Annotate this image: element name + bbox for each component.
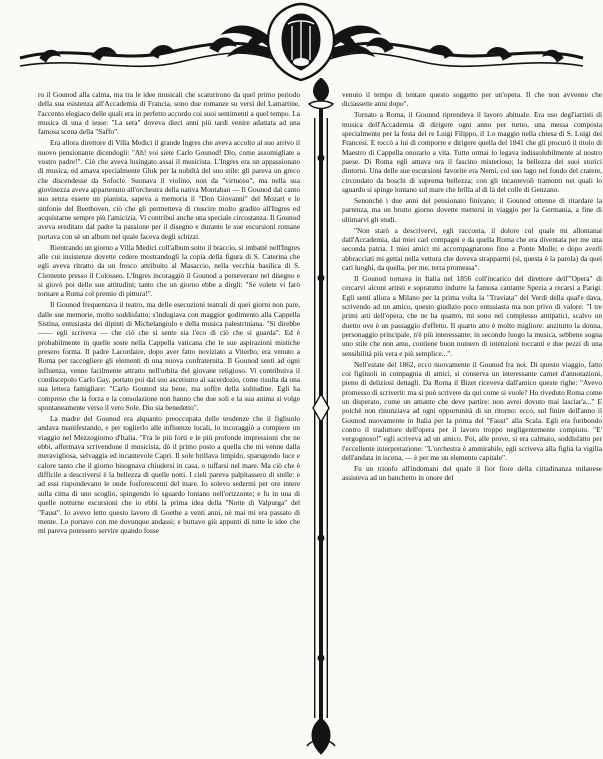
paragraph: "Non starò a descrivervi, egli racconta, il dolore col quale mi allontanai dall'Accademia, dai miei cari compagni e da quella Roma che era diventata per me una seconda patria. I miei amici mi accompagnarono fino a Ponte Molle; e dopo averli abbracciati mi gettai nella vettura che doveva strapparmi (sì, questa è la parola) da quei cari luoghi, da quella, per me, terra promessa". [342,225,602,272]
paragraph: Senonchè i due anni del pensionato finivano; il Gounod ottenne di ritardare la partenza, ma un brutto giorno dovette mettersi in viaggio per la Germania, a fine di ultimarvi gli studi. [342,195,602,224]
header-ornament [0,0,603,88]
paragraph: ro il Gounod alla calma, ma tra le idee musicali che scaturirono da quel primo periodo della sua esistenza all'Accademia di Francia, sono due romanze su versi del Lamartine, l'accento elegiaco delle quali era in perfetto accordo coi suoi sentimenti a quel tempo. La musica di una d iesse: "La sera" doveva dieci anni più tardi venire adattata ad una famosa scena della "Saffo". [38,90,300,137]
paragraph: Era allora direttore di Villa Medici il grande Ingres che aveva accolto al suo arrivo il nuovo pensionante dicendogli: "Ah! voi siete Carlo Gounod! Dio, come assomigliate a vostro padre!". Ciò che aveva lusingato assai il musicista. L'Ingres era un appassionato di musica, ed amava specialmente Gluk per la nobiltà del suo stile: gli pareva un greco che discendesse da Sofocle. Suonava il violino, non da "virtuoso", ma nella sua giovinezza aveva appartenuto all'orchestra della nativa Montaban — Il Gounod dal canto suo senza essere un pianista, sapeva a memoria il "Don Giovanni" del Mozart e le sinfonie del Beethoven, ciò che gli permetteva di riuscire molto gradito all'Ingres ed acquistarne sempre più l'amicizia. Vi contribuì anche una speciale circostanza. Il Gounod aveva ereditato dal padre la passione per il disegno e durante le sue escursioni romane portava con sè un album nel quale faceva degli schizzi. [38,138,300,241]
paragraph: Il Gounod tornava in Italia nel 1856 coll'incarico del direttore dell'"Opera" di cercarvi alcuni artisti e sopratutto indurre la famosa cantante Spezia a recarsi a Parigi. Egli sentì allora a Milano per la prima volta la "Traviata" del Verdi della qual'e dava, scrivendo ad un amico, questo giudizio poco entusiasta ma non privo di valore: "I tre primi atti dell'opera, che ne ha quattro, mi sono nel complesso antipatici, scalvo un duetto ove è un passaggio d'effetto. Il quarto atto è molto migliore: anzitutto la donna, personaggio principale, n'è più interessante; in secondo luogo la musica, sebbene sogna uno stile che non amo, contiene buon numero di intenzioni toccanti e due pezzi di una sensibilità più vera e più semplice...". [342,273,602,358]
article-column-left [38,90,300,750]
paragraph: Tornato a Roma, il Gounod riprendeva il lavoro abituale. Era uso degl'iartisti di musica dell'Accademia di dirigere ogni anno per turno, una messa composta specialmente per la festa del re Luigi Filippo, il 1.o maggio nella chiesa di S. Luigi dei Francesi. E toccò a lui di comporre e dirigere quella del 1841 che gli procurò il titolo di Maestro di Cappella onorario a vita. Tutto ormai lo legava indissolubilmente al nostro paese. Di Roma egli amava ora il fascino misterioso; la bellezza dei suoi storici dintorni. Una delle sue escursioni favorite era Nemi, col suo lago nel fondo del cratere, circondato da boschi di suprema bellezza; con gli incantevoli tramonti nei quali lo sguardo si spinge lontano sul mare che brilla al di là del colle di Genzano. [342,110,602,195]
paragraph: Rientrando un giorno a Villa Medici coll'album sotto il braccio, si imbattè nell'Ingres alle cui insistenze dovette cedere mostrandogli la copia della figura di S. Caterina che egli aveva ritratto da un fresco attribuito al Masaccio, nella vecchia basilica di S. Clemente presso il Colosseo. L'Ingres incoraggiò il Gounod a perseverare nel disegno e si giovò poi delle sue attitudini; tanto che un giorno ebbe a dirgli: "Se volete vi farò tornare a Roma col premio di pittura!". [38,242,300,299]
paragraph: La madre del Gounod era alquanto preoccupata delle tendenze che il figliuolo andava manifestando, e per toglierlo alle influenze locali, lo incoraggiò a compiere un viaggio nel Mezzogiorno d'Italia. "Fra le più forti e le più profonde impressioni che ne ebbi, affermava scrivendone il musicista, dò il primo posto a quella che mi venne dalla meravigliosa, selvaggia ed incantevole Capri. Il sole brillava limpido, sparsgendo luce e calore tanto che il giorno bisognava chiudersi in casa, o tuffarsi nel mare. Ma ciò che è difficile a descriversi è la bellezza di quelle notti. I cieli pareva palpitassero di stelle: e ad essi rispondevano le onde fosforescenti del mare. Io solevo sedermi per ore intere sulla cima di uno scoglio, spingendo lo sguardo lontano nell'orizzonte; e fu in una di quelle notturne escursioni che io ebbi la prima idea della "Notte di Valpurga" del "Faust". Io avevo letto questo lavoro di Goethe a venti anni, nè mai mi era passato di mente. Lo portavo con me dovunque andassi; e buttavo giù appunti di tutte le idee che mi pareva potessero servire quando fosse [38,414,300,536]
column-divider [303,78,339,758]
paragraph: Il Gounod frequentava il teatro, ma delle esecuzioni teatrali di quei giorni non pare, dalle sue memorie, molto soddisfatto; s'indugiava con maggior godimento alla Cappella Sistina, entusiasta dei dipinti di Michelangiolo e della musica palestriniana. "Si direbbe —— egli scriveva — che ciò che si sente sia l'eco di ciò che si guarda". Ed è probabilmente in quelle soste nella Cappella vaticana che le sue aspirazioni mistiche presero forma. Il padre Lacordaire, dopo aver fatto noviziato a Viterbo, era venuto a Roma per raccogliere gli elementi di una nuova confraternita. Il Gounod sentì ad ogni influenza, venne facilmente attratto nell'orbita del giovane religioso. Vi contribuiva il condiscepolo Carlo Gay, portato poi dal suo ascetismo al sacerdozio, come risulta da una sua lettera famigliare: "Carlo Gounod sta bene, ma soffre della solitudine. Egli ha compreso che la forza e la consolazione non hanno che due soli e la sua anima si volge spontaneamente verso il vero Sole. Dio sia benedetto". [38,300,300,413]
paragraph: Fu un trionfo all'indomani del quale il fior fiore della cittadinanza milanese assisteva ad un banchetto in onore del [342,463,602,483]
article-column-right [342,90,602,750]
paragraph: venuto il tempo di tentare questo soggetto per un'opera. Il che non avvenne che diciassette anni dopo". [342,90,602,109]
art-nouveau-lyre-ornament-icon [0,0,603,88]
ornamental-column-divider-icon [303,78,339,758]
paragraph: Nell'estate del 1862, ecco nuovamente il Gounod fra noi. Di questo viaggio, fatto coi figliuoli in compagnia di amici, si conserva un interessante carnet d'annotazioni, pieno di deliziosi dettagli. Da Roma il Bizet riceveva dall'amico queste righe: "Avevo promesso di scriverti: ma si può scrivere da qui come si vuole? Ho riveduto Roma come un disperato, come un amante che deve partire: non avrei dovuto mai lasciar'a..." E poichè non rinunziava ad ogni opportunità di un ritorno: ecco, sul finire dell'anno il Gounod nuovamente in Italia per la prima del "Faust" alla Scala. Egli era furibondo contro il traduttore dell'opera per il lavoro troppo negligentemente compiuto. "E' vergognoso!" egli scriveva ad un amico. Poi, alle prove, si era calmato, soddisfatto per l'eccellente interpretazione: "L'orchestra è ammirabile, egli scriveva alla figlia la vigilia dell'andata in iscena, — è per me un elemento capitale". [342,359,602,463]
